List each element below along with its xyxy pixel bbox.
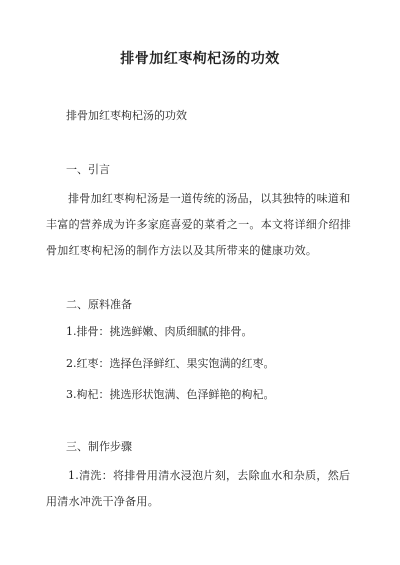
ingredient-item-jujube: 2.红枣：选择色泽鲜红、果实饱满的红枣。: [66, 357, 275, 370]
ingredient-item-goji: 3.枸杞：挑选形状饱满、色泽鲜艳的枸杞。: [66, 388, 275, 401]
section-heading-ingredients: 二、原料准备: [66, 298, 132, 311]
step-paragraph-wash: 1.清洗：将排骨用清水浸泡片刻，去除血水和杂质，然后用清水冲洗干净备用。: [46, 469, 351, 508]
section-heading-intro: 一、引言: [66, 163, 110, 176]
ingredient-item-ribs: 1.排骨：挑选鲜嫩、肉质细腻的排骨。: [66, 325, 253, 338]
intro-paragraph: 排骨加红枣枸杞汤是一道传统的汤品，以其独特的味道和丰富的营养成为许多家庭喜爱的菜肴之一。本文将详细介绍排骨加红枣枸杞汤的制作方法以及其所带来的健康功效。: [46, 192, 352, 257]
section-heading-steps: 三、制作步骤: [66, 440, 132, 453]
document-title: 排骨加红枣枸杞汤的功效: [120, 51, 280, 67]
document-subtitle: 排骨加红枣枸杞汤的功效: [66, 109, 187, 122]
